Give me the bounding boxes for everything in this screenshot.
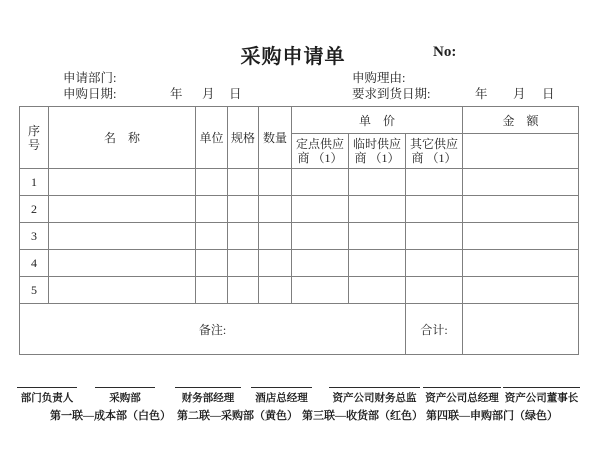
remarks-cell: 备注:: [20, 304, 406, 355]
row-number: 3: [20, 223, 49, 250]
col-header-seq: [20, 107, 49, 169]
cell-other-supplier-price: [406, 277, 463, 304]
total-label-cell: 合计:: [406, 304, 463, 355]
purchase-date-day-label: 日: [229, 87, 242, 101]
col-header-seq-line2: 号: [27, 137, 40, 152]
cell-temp-supplier-price: [349, 277, 406, 304]
signature-asset-cfo: 资产公司财务总监: [329, 387, 420, 405]
temp-supplier-line1: 临时供应: [352, 137, 401, 151]
col-header-spec: 规格: [228, 107, 259, 169]
cell-unit: [196, 223, 228, 250]
cell-fixed-supplier-price: [292, 196, 349, 223]
cell-amount: [463, 223, 579, 250]
col-header-name: 名 称: [49, 107, 196, 169]
table-row: [20, 169, 579, 196]
cell-name: [49, 196, 196, 223]
row-number: 1: [20, 169, 49, 196]
amount-subheader-empty-cell: [463, 134, 579, 169]
col-header-unit: 单位: [196, 107, 228, 169]
cell-amount: [463, 250, 579, 277]
cell-unit: [196, 169, 228, 196]
cell-qty: [259, 250, 292, 277]
cell-spec: [228, 169, 259, 196]
copy-note-4: 第四联—申购部门（绿色）: [426, 410, 558, 422]
cell-spec: [228, 223, 259, 250]
cell-other-supplier-price: [406, 169, 463, 196]
total-amount-cell: [463, 304, 579, 355]
cell-spec: [228, 196, 259, 223]
required-date-day-label: 日: [542, 87, 555, 101]
col-header-qty: 数量: [259, 107, 292, 169]
col-header-fixed-supplier: [292, 134, 349, 169]
row-number: 4: [20, 250, 49, 277]
cell-other-supplier-price: [406, 250, 463, 277]
signature-asset-chairman: 资产公司董事长: [503, 387, 580, 405]
apply-department-label: 申请部门:: [63, 71, 117, 85]
cell-fixed-supplier-price: [292, 277, 349, 304]
table-row: [20, 277, 579, 304]
cell-name: [49, 223, 196, 250]
other-supplier-line1: 其它供应: [410, 137, 459, 151]
col-header-unit-price: 单 价: [292, 107, 463, 134]
cell-unit: [196, 196, 228, 223]
cell-unit: [196, 250, 228, 277]
form-number-label: No:: [433, 44, 457, 60]
signature-asset-gm: 资产公司总经理: [423, 387, 501, 405]
page-title: 采购申请单: [240, 46, 346, 68]
signature-purchasing-dept: 采购部: [95, 387, 155, 405]
cell-qty: [259, 169, 292, 196]
cell-name: [49, 169, 196, 196]
cell-amount: [463, 277, 579, 304]
cell-amount: [463, 196, 579, 223]
cell-temp-supplier-price: [349, 223, 406, 250]
fixed-supplier-line1: 定点供应: [295, 137, 344, 151]
col-header-other-supplier: [406, 134, 463, 169]
table-row: [20, 223, 579, 250]
purchase-date-month-label: 月: [202, 87, 215, 101]
cell-temp-supplier-price: [349, 250, 406, 277]
required-date-month-label: 月: [513, 87, 526, 101]
copy-note-1: 第一联—成本部（白色）: [50, 410, 171, 422]
temp-supplier-line2: 商 （1）: [354, 151, 400, 165]
cell-unit: [196, 277, 228, 304]
cell-other-supplier-price: [406, 196, 463, 223]
purchase-date-year-label: 年: [170, 87, 183, 101]
row-number: 5: [20, 277, 49, 304]
cell-qty: [259, 277, 292, 304]
table-row: [20, 250, 579, 277]
cell-fixed-supplier-price: [292, 250, 349, 277]
required-delivery-date-label: 要求到货日期:: [352, 87, 431, 101]
signature-hotel-gm: 酒店总经理: [251, 387, 312, 405]
cell-temp-supplier-price: [349, 196, 406, 223]
col-header-temp-supplier: [349, 134, 406, 169]
purchase-date-label: 申购日期:: [63, 87, 117, 101]
cell-temp-supplier-price: [349, 169, 406, 196]
table-row: [20, 196, 579, 223]
signature-finance-manager: 财务部经理: [175, 387, 241, 405]
fixed-supplier-line2: 商 （1）: [297, 151, 343, 165]
cell-qty: [259, 223, 292, 250]
required-date-year-label: 年: [475, 87, 488, 101]
cell-spec: [228, 250, 259, 277]
items-table: [19, 106, 579, 355]
row-number: 2: [20, 196, 49, 223]
col-header-amount: 金 额: [463, 107, 579, 134]
cell-spec: [228, 277, 259, 304]
cell-qty: [259, 196, 292, 223]
purchase-reason-label: 申购理由:: [352, 71, 406, 85]
other-supplier-line2: 商 （1）: [411, 151, 457, 165]
cell-name: [49, 250, 196, 277]
signature-department-head: 部门负责人: [17, 387, 77, 405]
cell-fixed-supplier-price: [292, 169, 349, 196]
copy-note-3: 第三联—收货部（红色）: [302, 410, 423, 422]
copy-note-2: 第二联—采购部（黄色）: [177, 410, 298, 422]
cell-name: [49, 277, 196, 304]
cell-other-supplier-price: [406, 223, 463, 250]
col-header-seq-line1: 序: [27, 123, 40, 138]
cell-amount: [463, 169, 579, 196]
cell-fixed-supplier-price: [292, 223, 349, 250]
